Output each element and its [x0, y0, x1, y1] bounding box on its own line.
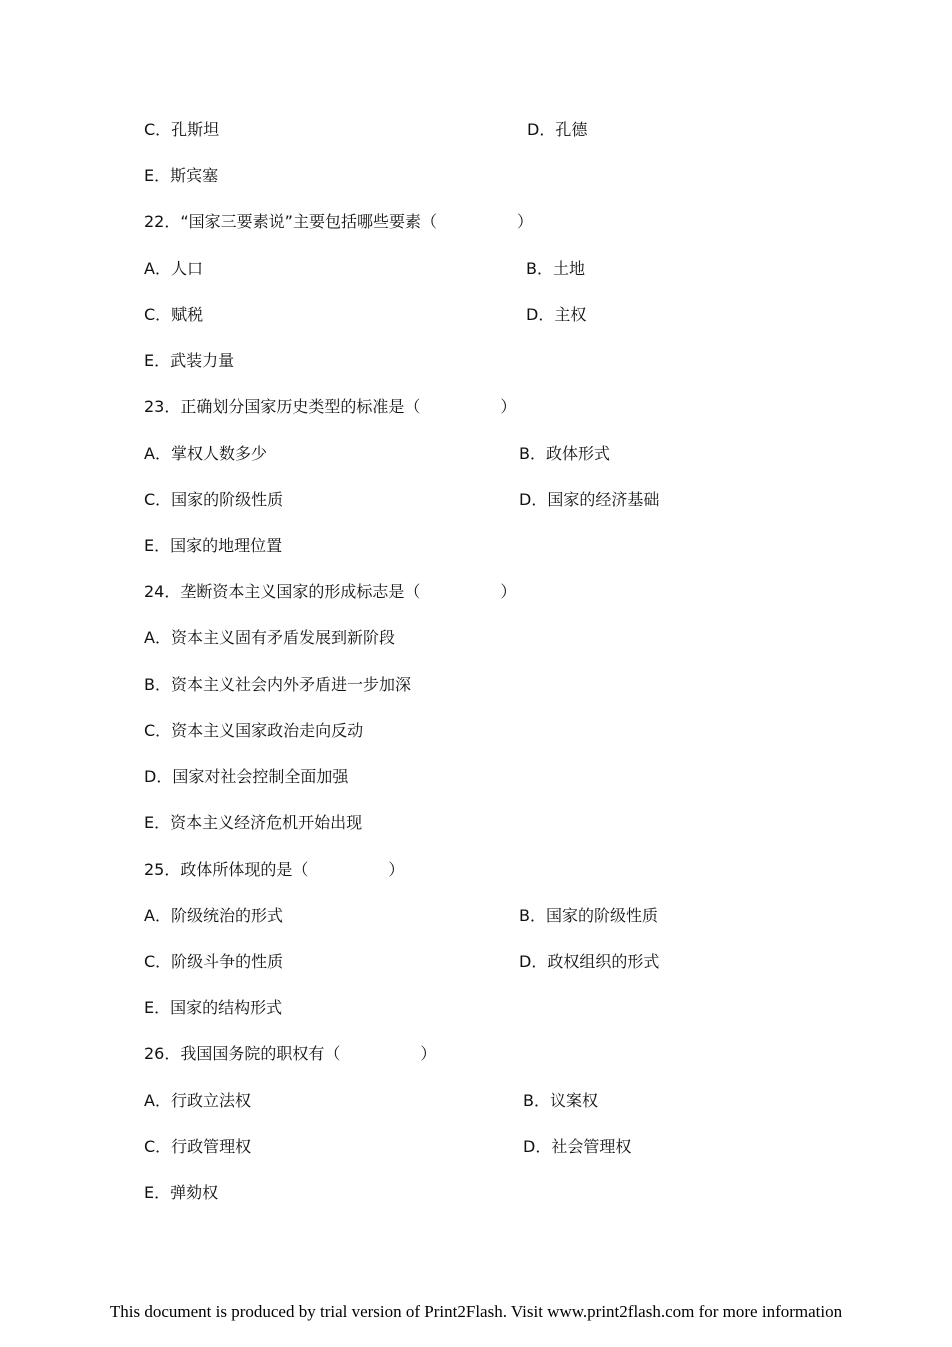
option-left: A．行政立法权	[144, 1091, 251, 1110]
option-left: A．阶级统治的形式	[144, 906, 283, 925]
option-left: A．掌权人数多少	[144, 444, 267, 463]
option-line	[0, 672, 952, 698]
option-right: B．国家的阶级性质	[519, 906, 658, 925]
trial-version-footer: This document is produced by trial version of Print2Flash. Visit www.print2flash.com for more information	[109, 1302, 843, 1321]
option-line	[0, 764, 952, 790]
option-left: E．国家的结构形式	[144, 998, 283, 1017]
question-text: 26．我国国务院的职权有（ ）	[144, 1044, 437, 1063]
option-line	[0, 1134, 952, 1160]
option-right: D．主权	[526, 305, 587, 324]
option-line	[0, 256, 952, 282]
question-text: 23．正确划分国家历史类型的标准是（ ）	[144, 397, 517, 416]
option-left: E．资本主义经济危机开始出现	[144, 813, 363, 832]
option-right: D．孔德	[527, 120, 588, 139]
option-line	[0, 718, 952, 744]
question-line	[0, 857, 952, 883]
option-line	[0, 625, 952, 651]
option-right: B．土地	[526, 259, 585, 278]
option-line	[0, 1180, 952, 1206]
option-left: C．孔斯坦	[144, 120, 220, 139]
option-line	[0, 1088, 952, 1114]
option-right: B．政体形式	[519, 444, 610, 463]
option-left: C．资本主义国家政治走向反动	[144, 721, 364, 740]
option-left: D．国家对社会控制全面加强	[144, 767, 349, 786]
option-left: C．行政管理权	[144, 1137, 252, 1156]
option-line	[0, 302, 952, 328]
option-left: C．赋税	[144, 305, 204, 324]
option-line	[0, 487, 952, 513]
option-right: D．国家的经济基础	[519, 490, 660, 509]
option-left: A．资本主义固有矛盾发展到新阶段	[144, 628, 395, 647]
option-line	[0, 903, 952, 929]
option-line	[0, 441, 952, 467]
option-line	[0, 163, 952, 189]
option-left: E．斯宾塞	[144, 166, 219, 185]
option-left: E．国家的地理位置	[144, 536, 283, 555]
question-text: 24．垄断资本主义国家的形成标志是（ ）	[144, 582, 517, 601]
option-right: D．政权组织的形式	[519, 952, 660, 971]
option-line	[0, 348, 952, 374]
question-line	[0, 1041, 952, 1067]
option-line	[0, 117, 952, 143]
option-right: D．社会管理权	[523, 1137, 632, 1156]
option-left: C．阶级斗争的性质	[144, 952, 284, 971]
question-text: 25．政体所体现的是（ ）	[144, 860, 405, 879]
question-line	[0, 209, 952, 235]
option-right: B．议案权	[523, 1091, 598, 1110]
question-line	[0, 394, 952, 420]
option-left: E．弹劾权	[144, 1183, 219, 1202]
option-line	[0, 995, 952, 1021]
option-line	[0, 949, 952, 975]
option-line	[0, 533, 952, 559]
question-line	[0, 579, 952, 605]
option-left: A．人口	[144, 259, 203, 278]
option-line	[0, 810, 952, 836]
option-left: E．武装力量	[144, 351, 235, 370]
option-left: B．资本主义社会内外矛盾进一步加深	[144, 675, 411, 694]
option-left: C．国家的阶级性质	[144, 490, 284, 509]
question-text: 22．“国家三要素说”主要包括哪些要素（ ）	[144, 212, 533, 231]
